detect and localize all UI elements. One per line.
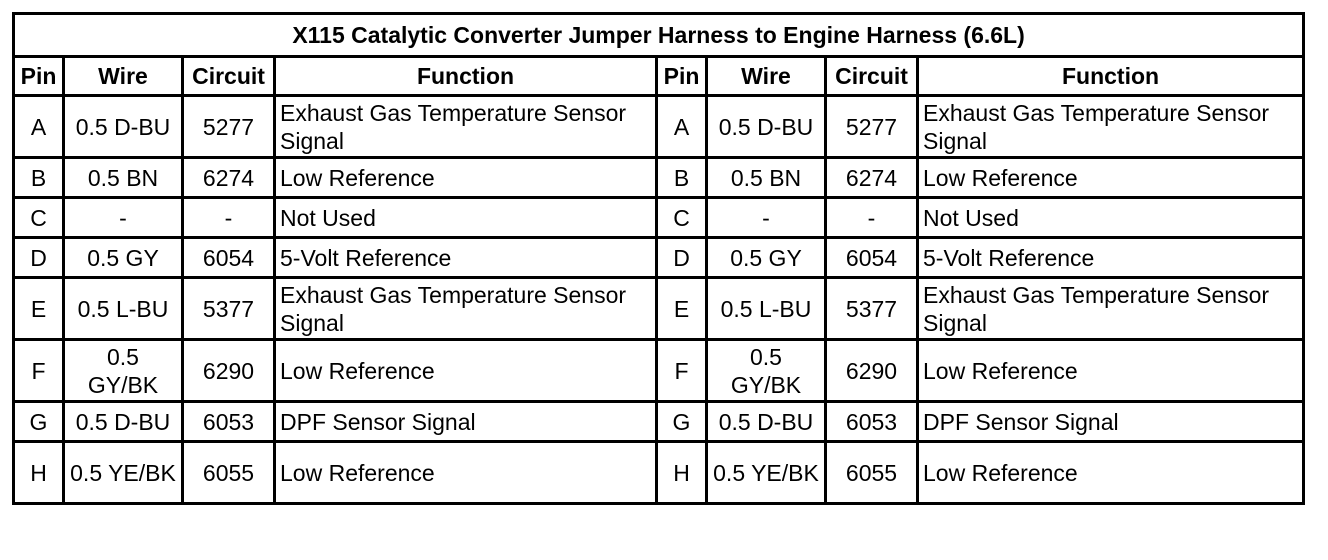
circuit-cell: - [183,198,275,238]
table-row [14,340,1304,402]
table-row [14,442,1304,504]
pin-cell: C [14,198,64,238]
pin-cell: G [14,402,64,442]
circuit-cell: 5277 [826,96,918,158]
circuit-cell: - [826,198,918,238]
header-wire: Wire [707,57,826,96]
wire-cell: 0.5 GY/BK [64,340,183,402]
circuit-cell: 6274 [826,158,918,198]
pin-cell: B [14,158,64,198]
header-wire: Wire [64,57,183,96]
table-row [14,198,1304,238]
pin-cell: D [14,238,64,278]
wire-cell: 0.5 YE/BK [64,442,183,504]
function-cell: Exhaust Gas Temperature Sensor Signal [918,96,1304,158]
function-cell: Low Reference [918,442,1304,504]
function-cell: Exhaust Gas Temperature Sensor Signal [275,278,657,340]
circuit-cell: 6053 [826,402,918,442]
header-function: Function [918,57,1304,96]
function-cell: Not Used [918,198,1304,238]
header-pin: Pin [14,57,64,96]
wire-cell: 0.5 D-BU [707,96,826,158]
wire-cell: 0.5 GY [707,238,826,278]
table-title: X115 Catalytic Converter Jumper Harness to Engine Harness (6.6L) [14,14,1304,57]
wire-cell: 0.5 D-BU [707,402,826,442]
pin-cell: F [657,340,707,402]
pin-cell: A [14,96,64,158]
wire-cell: 0.5 YE/BK [707,442,826,504]
circuit-cell: 6055 [183,442,275,504]
function-cell: Low Reference [275,442,657,504]
pin-cell: F [14,340,64,402]
wire-cell: 0.5 BN [707,158,826,198]
table-row [14,402,1304,442]
wire-cell: - [64,198,183,238]
header-pin: Pin [657,57,707,96]
circuit-cell: 6054 [183,238,275,278]
circuit-cell: 6055 [826,442,918,504]
wire-cell: - [707,198,826,238]
table-row [14,278,1304,340]
pin-cell: B [657,158,707,198]
circuit-cell: 6053 [183,402,275,442]
wire-cell: 0.5 BN [64,158,183,198]
function-cell: Exhaust Gas Temperature Sensor Signal [275,96,657,158]
header-circuit: Circuit [183,57,275,96]
circuit-cell: 5377 [183,278,275,340]
pin-cell: C [657,198,707,238]
header-row [14,57,1304,96]
circuit-cell: 5277 [183,96,275,158]
function-cell: Low Reference [918,158,1304,198]
wire-cell: 0.5 L-BU [64,278,183,340]
table-row [14,96,1304,158]
connector-pinout-table [12,12,1305,505]
function-cell: Low Reference [275,158,657,198]
wire-cell: 0.5 GY [64,238,183,278]
wire-cell: 0.5 GY/BK [707,340,826,402]
pin-cell: G [657,402,707,442]
table-row [14,158,1304,198]
function-cell: 5-Volt Reference [275,238,657,278]
function-cell: Exhaust Gas Temperature Sensor Signal [918,278,1304,340]
header-circuit: Circuit [826,57,918,96]
function-cell: Low Reference [918,340,1304,402]
circuit-cell: 6290 [826,340,918,402]
circuit-cell: 6274 [183,158,275,198]
function-cell: 5-Volt Reference [918,238,1304,278]
pin-cell: A [657,96,707,158]
circuit-cell: 6054 [826,238,918,278]
wire-cell: 0.5 L-BU [707,278,826,340]
wire-cell: 0.5 D-BU [64,402,183,442]
pin-cell: H [14,442,64,504]
pin-cell: H [657,442,707,504]
circuit-cell: 6290 [183,340,275,402]
function-cell: Not Used [275,198,657,238]
pin-cell: D [657,238,707,278]
circuit-cell: 5377 [826,278,918,340]
pin-cell: E [14,278,64,340]
header-function: Function [275,57,657,96]
pin-cell: E [657,278,707,340]
function-cell: Low Reference [275,340,657,402]
wire-cell: 0.5 D-BU [64,96,183,158]
function-cell: DPF Sensor Signal [275,402,657,442]
table-row [14,238,1304,278]
function-cell: DPF Sensor Signal [918,402,1304,442]
